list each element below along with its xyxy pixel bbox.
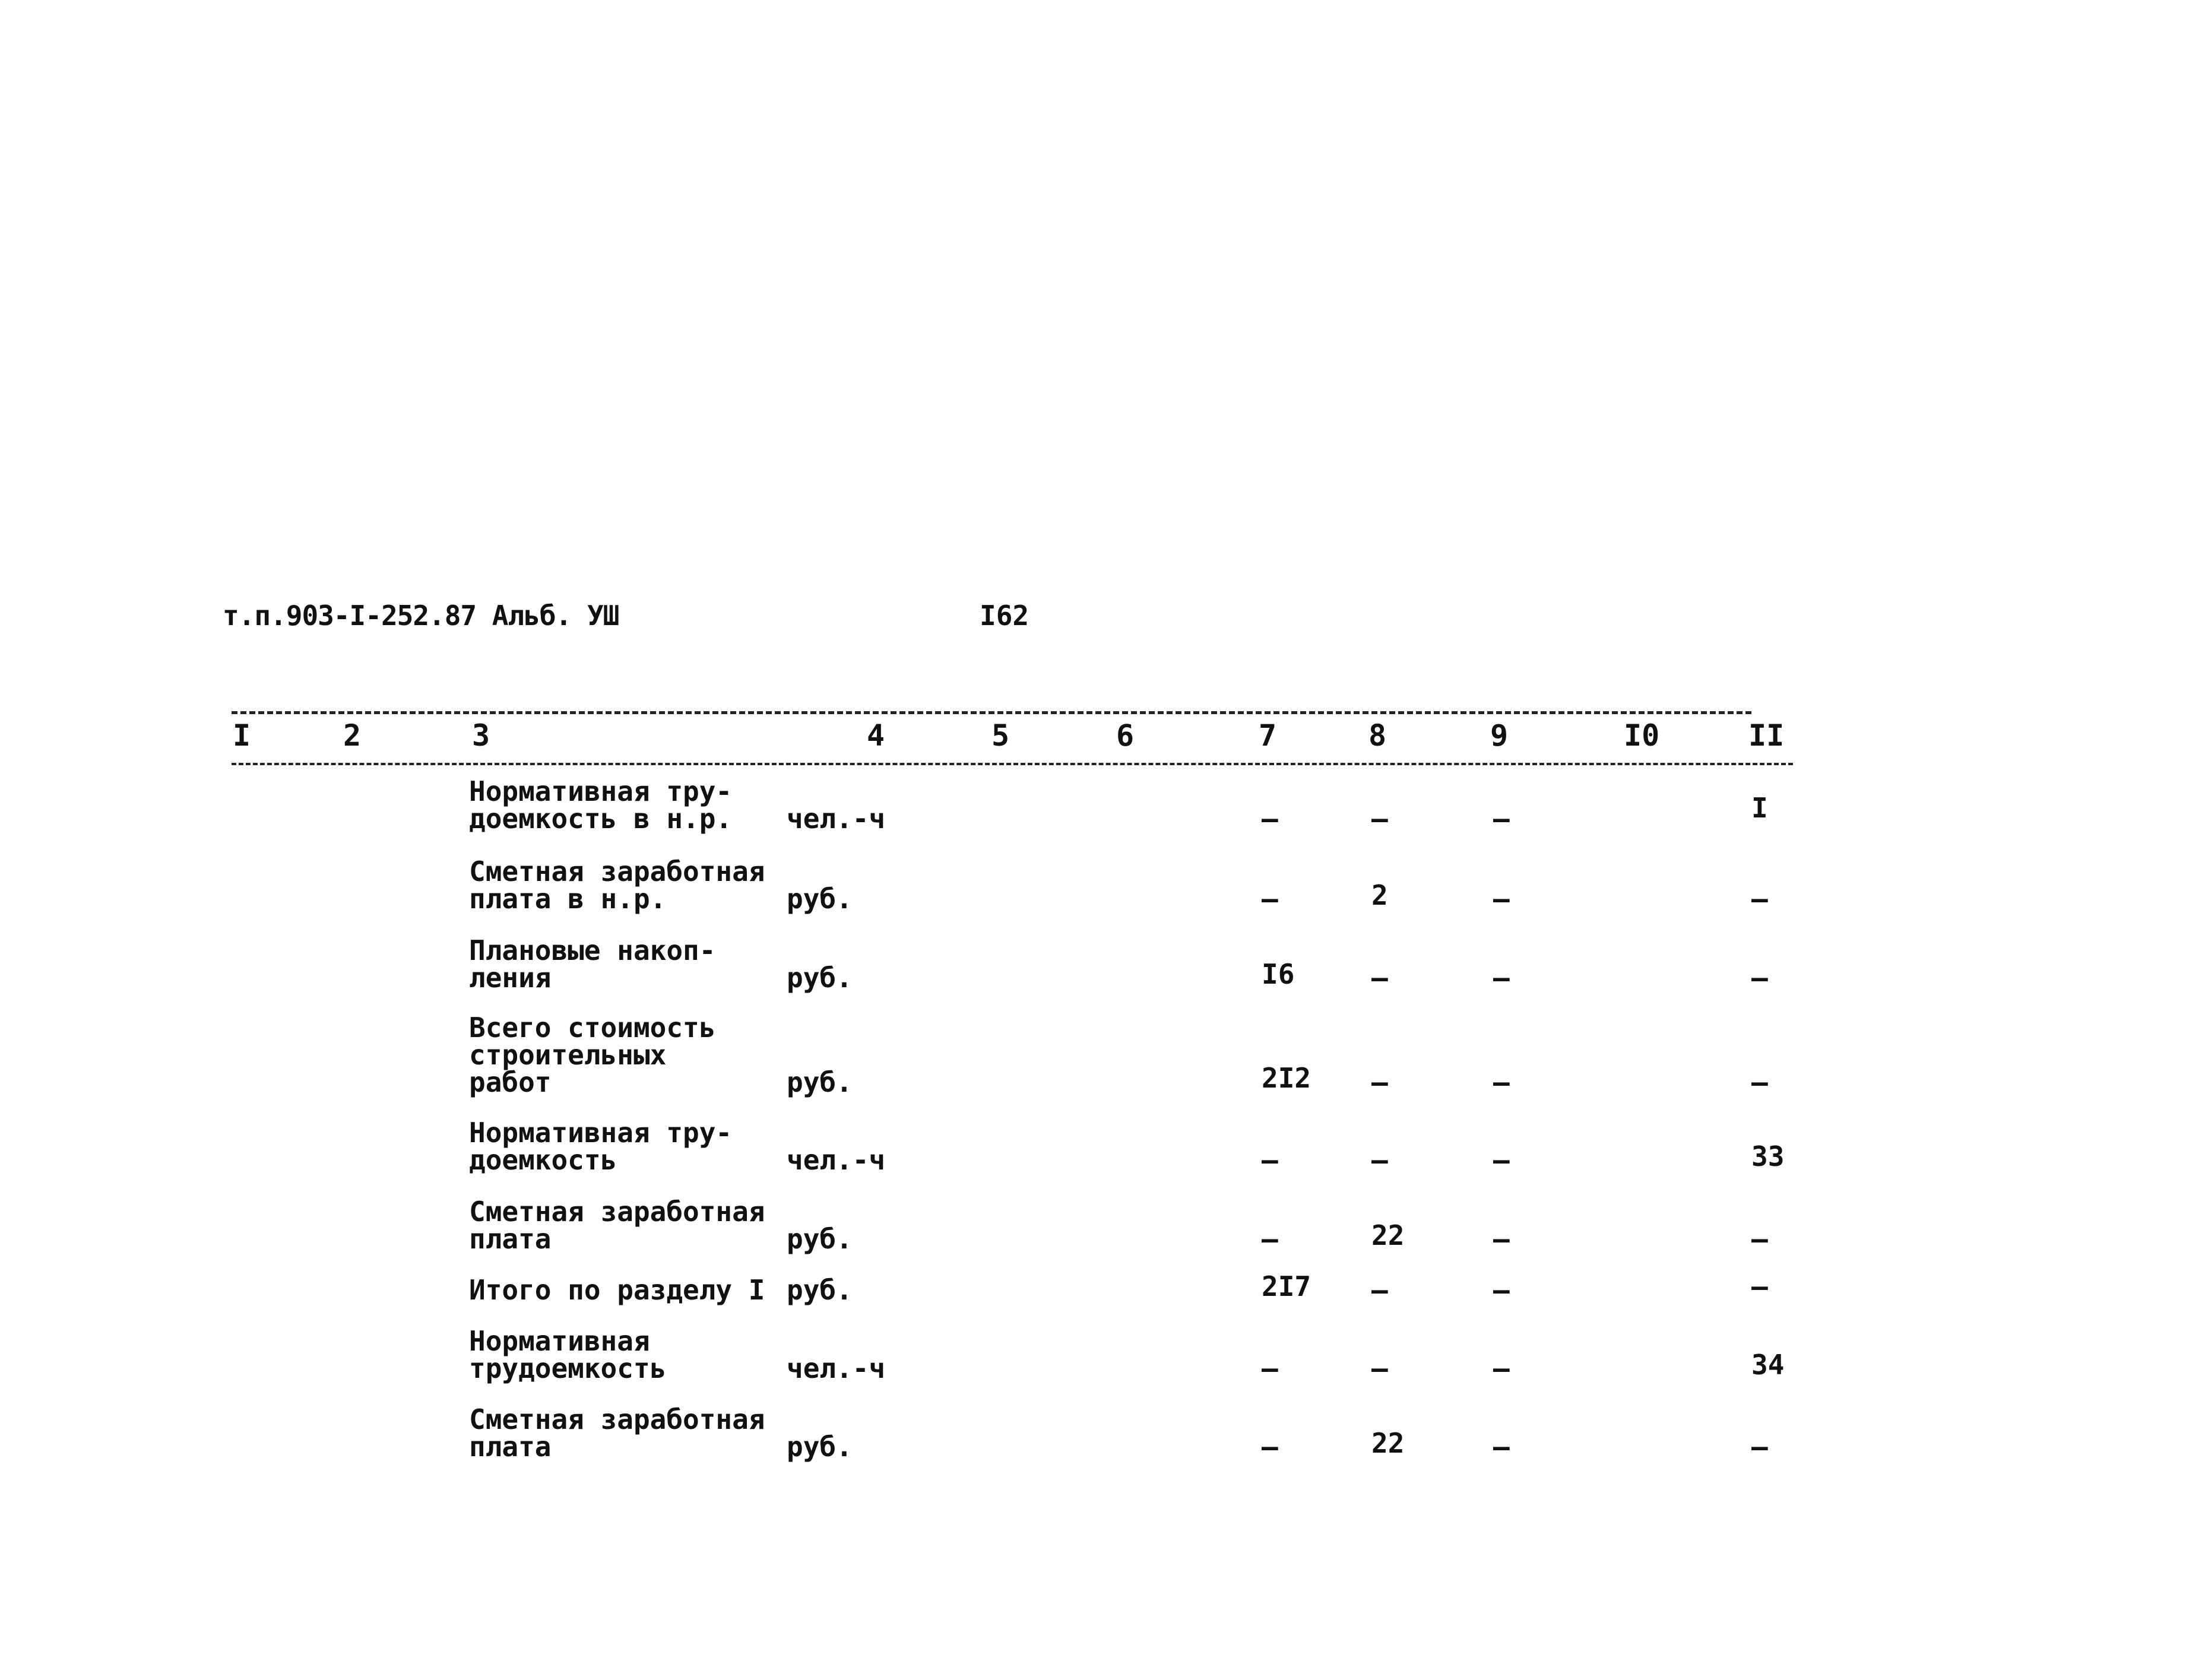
row-col8: – [1371, 1274, 1388, 1306]
row-col11: 34 [1751, 1349, 1785, 1381]
column-number: II [1748, 718, 1785, 753]
row-col8: – [1371, 1352, 1388, 1384]
row-col11: – [1751, 962, 1768, 994]
row-description: Сметная заработная плата [469, 1403, 765, 1463]
row-unit: руб. [787, 1274, 853, 1306]
row-col7: 2I7 [1262, 1270, 1311, 1302]
column-number: 9 [1490, 718, 1509, 753]
row-col11: – [1751, 1223, 1768, 1255]
row-description: Сметная заработная плата в н.р. [469, 855, 765, 915]
row-col8: 2 [1371, 879, 1388, 911]
column-number: 6 [1116, 718, 1135, 753]
row-col8: – [1371, 962, 1388, 994]
row-col11: – [1751, 883, 1768, 915]
row-col9: – [1493, 1144, 1510, 1176]
row-unit: руб. [787, 1066, 853, 1098]
row-col11: – [1751, 1270, 1768, 1302]
row-unit: чел.-ч [787, 1352, 886, 1384]
row-col9: – [1493, 1223, 1510, 1255]
column-number: 5 [991, 718, 1010, 753]
row-col11: I [1751, 792, 1768, 824]
row-col7: – [1262, 1352, 1278, 1384]
row-unit: чел.-ч [787, 1144, 886, 1176]
row-unit: чел.-ч [787, 803, 886, 835]
row-col8: – [1371, 803, 1388, 835]
row-col9: – [1493, 1352, 1510, 1384]
row-description: Сметная заработная плата [469, 1196, 765, 1255]
row-col9: – [1493, 962, 1510, 994]
row-col9: – [1493, 1431, 1510, 1463]
row-unit: руб. [787, 1223, 853, 1255]
row-col8: – [1371, 1066, 1388, 1098]
row-col11: 33 [1751, 1140, 1785, 1172]
row-col7: – [1262, 1223, 1278, 1255]
column-number: 7 [1259, 718, 1277, 753]
row-description: Нормативная тру- доемкость в н.р. [469, 775, 733, 835]
column-number: I0 [1624, 718, 1660, 753]
row-col9: – [1493, 1274, 1510, 1306]
row-unit: руб. [787, 1431, 853, 1463]
page-number: I62 [980, 600, 1029, 632]
table-header-rule [232, 763, 1793, 765]
table-top-rule [232, 711, 1751, 714]
document-header: т.п.903-I-252.87 Альб. УШ [223, 600, 619, 632]
row-col11: – [1751, 1066, 1768, 1098]
column-number: 8 [1368, 718, 1387, 753]
row-col11: – [1751, 1431, 1768, 1463]
row-col9: – [1493, 1066, 1510, 1098]
row-col7: I6 [1262, 958, 1295, 990]
column-number: 2 [343, 718, 362, 753]
column-number: 4 [867, 718, 885, 753]
row-description: Нормативная трудоемкость [469, 1325, 667, 1384]
row-description: Всего стоимость строительных работ [469, 1012, 716, 1098]
row-col9: – [1493, 803, 1510, 835]
row-col7: – [1262, 883, 1278, 915]
row-unit: руб. [787, 883, 853, 915]
row-col9: – [1493, 883, 1510, 915]
row-col8: 22 [1371, 1219, 1405, 1251]
row-col7: – [1262, 1144, 1278, 1176]
row-unit: руб. [787, 962, 853, 994]
row-col7: – [1262, 803, 1278, 835]
row-col8: – [1371, 1144, 1388, 1176]
row-col7: 2I2 [1262, 1062, 1311, 1094]
row-col7: – [1262, 1431, 1278, 1463]
column-number: 3 [472, 718, 490, 753]
row-description: Нормативная тру- доемкость [469, 1117, 733, 1176]
row-description: Плановые накоп- ления [469, 934, 716, 994]
row-col8: 22 [1371, 1427, 1405, 1459]
row-description: Итого по разделу I [469, 1274, 765, 1306]
column-number: I [233, 718, 251, 753]
